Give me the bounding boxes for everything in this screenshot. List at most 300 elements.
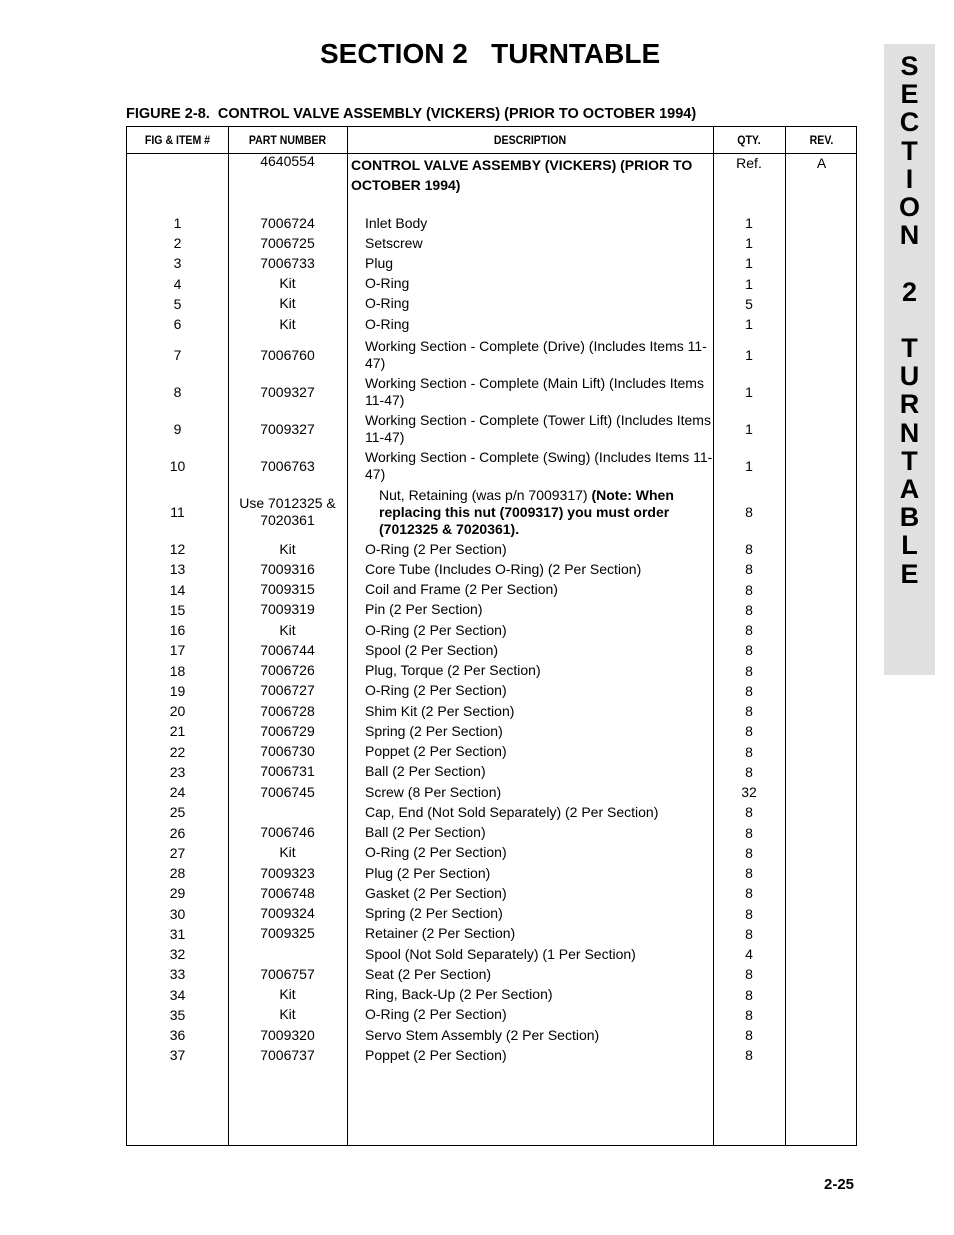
cell-item (127, 904, 228, 924)
cell-part-number (228, 449, 347, 483)
cell-part-number-text: 7006746 (260, 824, 315, 841)
cell-rev (785, 314, 858, 334)
cell-item-text: 24 (169, 784, 186, 801)
cell-qty-text: 8 (745, 743, 753, 760)
cell-item-text: 10 (169, 458, 186, 474)
cell-qty-text: 8 (745, 662, 753, 679)
cell-rev (785, 294, 858, 314)
cell-rev (785, 559, 858, 579)
cell-part-number-text: 7009319 (260, 601, 315, 618)
cell-qty (713, 802, 785, 822)
table-row (127, 1045, 856, 1065)
table-row (127, 802, 856, 822)
cell-item-text: 17 (169, 642, 186, 659)
cell-description (379, 485, 711, 539)
table-row (127, 620, 856, 640)
table-row (127, 640, 856, 660)
cell-description (365, 412, 713, 446)
cell-qty (713, 338, 785, 372)
cell-qty-text: 8 (745, 601, 753, 618)
cell-part-number-text: 7006733 (260, 254, 315, 271)
cell-item (127, 802, 228, 822)
cell-item-text: 27 (169, 844, 186, 861)
cell-qty-text: 8 (745, 703, 753, 720)
description-note: (Note: When replacing this nut (7009317) you must order (7012325 & 7020361). (379, 486, 674, 537)
cell-qty-text: 8 (745, 925, 753, 942)
cell-qty (713, 412, 785, 446)
cell-part-number-text: 7006763 (260, 457, 315, 474)
table-row (127, 580, 856, 600)
cell-rev (785, 904, 858, 924)
cell-rev (785, 1025, 858, 1045)
table-row (127, 661, 856, 681)
cell-item (127, 762, 228, 782)
cell-part-number (228, 863, 347, 883)
table-row (127, 539, 856, 559)
cell-part-number (228, 620, 347, 640)
cell-description-text: Gasket (2 Per Section) (365, 884, 507, 901)
cell-rev (785, 742, 858, 762)
cell-qty (713, 580, 785, 600)
cell-item-text: 9 (173, 421, 182, 437)
cell-description-text: O-Ring (365, 315, 410, 332)
cell-part-number (228, 883, 347, 903)
cell-item-text: 3 (173, 255, 182, 272)
cell-rev (785, 620, 858, 640)
cell-description (365, 1025, 713, 1045)
cell-qty (713, 944, 785, 964)
cell-qty-text: 8 (745, 581, 753, 598)
cell-qty-text: 8 (745, 966, 753, 983)
cell-description-text: Working Section - Complete (Swing) (Includes Items 11-47) (365, 449, 713, 482)
cell-rev (785, 964, 858, 984)
cell-qty-text: 8 (745, 824, 753, 841)
cell-item (127, 338, 228, 372)
cell-rev (785, 213, 858, 233)
cell-part-number-text: 7006727 (260, 682, 315, 699)
cell-qty-text: 8 (745, 865, 753, 882)
cell-part-number (228, 904, 347, 924)
cell-rev (785, 233, 858, 253)
cell-item (127, 964, 228, 984)
cell-part-number (228, 924, 347, 944)
cell-part-number (228, 153, 347, 203)
cell-rev (785, 924, 858, 944)
cell-part-number (228, 1005, 347, 1025)
cell-item-text: 36 (169, 1027, 186, 1044)
cell-item (127, 742, 228, 762)
cell-qty-text: 1 (745, 255, 753, 272)
table-row (127, 1025, 856, 1045)
cell-description (365, 802, 713, 822)
cell-qty-text: Ref. (736, 155, 762, 171)
cell-item (127, 449, 228, 483)
cell-description (365, 600, 713, 620)
table-row (127, 274, 856, 294)
cell-description (365, 985, 713, 1005)
cell-rev (785, 863, 858, 883)
cell-part-number-text: 7006726 (260, 662, 315, 679)
cell-item-text: 2 (173, 235, 182, 252)
cell-part-number-text: 7006730 (260, 743, 315, 760)
cell-qty (713, 213, 785, 233)
cell-rev (785, 985, 858, 1005)
cell-item (127, 681, 228, 701)
cell-qty-text: 4 (745, 946, 753, 963)
cell-part-number-text: 7009316 (260, 560, 315, 577)
cell-item (127, 213, 228, 233)
cell-rev (785, 580, 858, 600)
cell-item (127, 375, 228, 409)
cell-description-text: Plug (365, 254, 394, 271)
cell-item-text: 25 (169, 804, 186, 821)
cell-qty-text: 8 (745, 504, 753, 520)
cell-description-text: Plug, Torque (2 Per Section) (365, 662, 541, 679)
cell-rev (785, 155, 858, 205)
cell-description-text: Setscrew (365, 234, 423, 251)
column-header-description: DESCRIPTION (493, 133, 567, 147)
cell-description-text: Spring (2 Per Section) (365, 722, 503, 739)
cell-part-number (228, 640, 347, 660)
cell-qty (713, 539, 785, 559)
cell-description (365, 701, 713, 721)
cell-item-text: 8 (173, 384, 182, 400)
cell-description (365, 213, 713, 233)
cell-description-text: Working Section - Complete (Main Lift) (Includes Items 11-47) (365, 375, 704, 408)
cell-part-number (228, 762, 347, 782)
table-row (127, 213, 856, 233)
cell-part-number (228, 213, 347, 233)
table-row (127, 233, 856, 253)
cell-description-text: Spool (2 Per Section) (365, 641, 499, 658)
cell-description (365, 924, 713, 944)
cell-part-number (228, 485, 347, 539)
cell-item (127, 863, 228, 883)
table-row (127, 701, 856, 721)
cell-item (127, 823, 228, 843)
cell-qty (713, 782, 785, 802)
cell-item-text: 11 (170, 504, 185, 520)
cell-item-text: 35 (169, 1006, 186, 1023)
cell-item (127, 253, 228, 273)
cell-description-text: Nut, Retaining (was p/n 7009317) (379, 486, 592, 503)
cell-item (127, 412, 228, 446)
cell-part-number-text: 7009320 (260, 1026, 315, 1043)
cell-part-number-text: Kit (279, 1006, 296, 1023)
cell-description-text: Screw (8 Per Section) (365, 783, 502, 800)
cell-description-text: Working Section - Complete (Drive) (Includes Items 11-47) (365, 338, 707, 371)
cell-rev (785, 1045, 858, 1065)
table-row (127, 253, 856, 273)
cell-rev (785, 762, 858, 782)
column-header-qty: QTY. (737, 133, 761, 147)
cell-description (365, 1045, 713, 1065)
cell-rev (785, 843, 858, 863)
cell-item (127, 274, 228, 294)
cell-item-text: 12 (169, 541, 186, 558)
cell-description-text: Poppet (2 Per Section) (365, 743, 507, 760)
cell-qty-text: 8 (745, 682, 753, 699)
cell-rev (785, 661, 858, 681)
cell-qty (713, 742, 785, 762)
cell-qty (713, 681, 785, 701)
table-row (127, 485, 856, 539)
cell-part-number-text: 7009325 (260, 925, 315, 942)
cell-qty (713, 904, 785, 924)
cell-item-text: 7 (173, 347, 182, 363)
table-row (127, 924, 856, 944)
table-row (127, 600, 856, 620)
cell-item-text: 6 (173, 316, 182, 333)
cell-item-text: 13 (169, 561, 186, 578)
table-row (127, 843, 856, 863)
cell-description-text: Ring, Back-Up (2 Per Section) (365, 986, 553, 1003)
cell-item (127, 580, 228, 600)
cell-qty (713, 721, 785, 741)
cell-qty (713, 924, 785, 944)
cell-rev (785, 802, 858, 822)
cell-qty-text: 8 (745, 1047, 753, 1064)
column-header-item: FIG & ITEM # (144, 133, 211, 147)
cell-part-number-text: 7006724 (260, 214, 315, 231)
cell-item-text: 37 (169, 1047, 186, 1064)
cell-qty (713, 883, 785, 903)
cell-description-text: Coil and Frame (2 Per Section) (365, 581, 558, 598)
cell-description (365, 661, 713, 681)
cell-qty (713, 294, 785, 314)
cell-item-text: 16 (169, 622, 186, 639)
cell-description-text: O-Ring (2 Per Section) (365, 540, 507, 557)
cell-part-number (228, 580, 347, 600)
cell-part-number (228, 721, 347, 741)
cell-part-number (228, 600, 347, 620)
cell-item-text: 4 (173, 275, 182, 292)
cell-description (365, 721, 713, 741)
parts-table (126, 126, 857, 1146)
cell-description (351, 155, 711, 205)
cell-description (365, 559, 713, 579)
cell-item-text: 19 (169, 682, 186, 699)
cell-part-number (228, 964, 347, 984)
cell-qty-text: 8 (745, 885, 753, 902)
cell-item-text: 21 (169, 723, 186, 740)
cell-part-number (228, 944, 347, 964)
cell-part-number-text: Kit (279, 986, 296, 1003)
cell-qty-text: 8 (745, 1006, 753, 1023)
cell-qty (713, 314, 785, 334)
cell-part-number (228, 294, 347, 314)
table-row (127, 449, 856, 483)
cell-part-number-text: 7006731 (260, 763, 315, 780)
cell-item (127, 153, 228, 203)
cell-rev (785, 883, 858, 903)
cell-description-text: Seat (2 Per Section) (365, 965, 492, 982)
cell-item-text: 23 (169, 763, 186, 780)
cell-qty (713, 985, 785, 1005)
cell-description-text: Servo Stem Assembly (2 Per Section) (365, 1026, 600, 1043)
page-number: 2-25 (824, 1176, 855, 1193)
cell-part-number-text: 7009324 (260, 905, 315, 922)
cell-part-number-text: 7009323 (260, 864, 315, 881)
cell-part-number (228, 233, 347, 253)
cell-description (365, 843, 713, 863)
cell-qty (713, 253, 785, 273)
cell-item (127, 661, 228, 681)
cell-part-number (228, 539, 347, 559)
cell-qty (713, 661, 785, 681)
cell-item (127, 985, 228, 1005)
table-row (127, 412, 856, 446)
cell-qty-text: 8 (745, 723, 753, 740)
cell-rev (785, 681, 858, 701)
cell-description (365, 762, 713, 782)
cell-part-number-text: Kit (279, 540, 296, 557)
cell-part-number-text: 7006757 (260, 965, 315, 982)
cell-item-text: 29 (169, 885, 186, 902)
table-row (127, 964, 856, 984)
cell-rev (785, 944, 858, 964)
cell-description (365, 883, 713, 903)
table-row (127, 742, 856, 762)
cell-qty-text: 1 (745, 235, 753, 252)
cell-item-text: 20 (169, 703, 186, 720)
cell-description (365, 375, 713, 409)
cell-qty (713, 1005, 785, 1025)
cell-part-number-text: Kit (279, 275, 296, 292)
cell-description-text: Cap, End (Not Sold Separately) (2 Per Section) (365, 803, 659, 820)
cell-description-text: Retainer (2 Per Section) (365, 925, 516, 942)
cell-part-number (228, 661, 347, 681)
cell-rev (785, 338, 858, 372)
cell-description (365, 863, 713, 883)
cell-item-text: 5 (173, 295, 182, 312)
cell-item (127, 721, 228, 741)
cell-description (365, 640, 713, 660)
side-tab-label: S E C T I O N 2 T U R N T A B L E (898, 51, 920, 589)
cell-qty-text: 5 (745, 295, 753, 312)
cell-description-text: O-Ring (365, 295, 410, 312)
cell-part-number (228, 742, 347, 762)
cell-item-text: 15 (169, 601, 186, 618)
table-row (127, 681, 856, 701)
cell-description-text: O-Ring (2 Per Section) (365, 844, 507, 861)
cell-qty-text: 1 (745, 347, 753, 363)
section-side-tab (884, 44, 935, 675)
cell-description-text: Ball (2 Per Section) (365, 763, 486, 780)
table-row (127, 883, 856, 903)
cell-description (365, 539, 713, 559)
cell-part-number-text: 7006748 (260, 884, 315, 901)
cell-part-number (228, 701, 347, 721)
cell-rev (785, 1005, 858, 1025)
cell-part-number (228, 681, 347, 701)
cell-qty-text: 1 (745, 275, 753, 292)
cell-description-text: O-Ring (2 Per Section) (365, 621, 507, 638)
cell-description (365, 681, 713, 701)
cell-qty (713, 762, 785, 782)
cell-part-number (228, 823, 347, 843)
cell-item (127, 944, 228, 964)
cell-item (127, 883, 228, 903)
cell-item-text: 26 (169, 824, 186, 841)
cell-description (365, 904, 713, 924)
table-row (127, 823, 856, 843)
cell-description-text: Working Section - Complete (Tower Lift) (Includes Items 11-47) (365, 412, 711, 445)
cell-description (365, 314, 713, 334)
cell-rev (785, 701, 858, 721)
cell-description-text: Spool (Not Sold Separately) (1 Per Section) (365, 945, 636, 962)
cell-part-number-text: Kit (279, 621, 296, 638)
cell-part-number-text: 7009327 (260, 420, 315, 437)
cell-qty-text: 1 (745, 215, 753, 232)
cell-description (365, 823, 713, 843)
cell-part-number (228, 412, 347, 446)
cell-qty-text: 1 (745, 458, 753, 474)
cell-item (127, 485, 228, 539)
cell-qty (713, 274, 785, 294)
cell-part-number-text: 7006744 (260, 641, 315, 658)
cell-item-text: 18 (169, 662, 186, 679)
cell-item-text: 1 (173, 215, 182, 232)
cell-qty (713, 843, 785, 863)
cell-part-number-text: 4640554 (260, 153, 315, 169)
cell-part-number-text: 7009327 (260, 383, 315, 400)
cell-rev (785, 823, 858, 843)
table-row (127, 904, 856, 924)
cell-rev (785, 253, 858, 273)
cell-qty-text: 1 (745, 421, 753, 437)
page-title: SECTION 2 TURNTABLE (320, 38, 661, 69)
cell-qty-text: 8 (745, 986, 753, 1003)
cell-rev (785, 721, 858, 741)
cell-qty-text: 8 (745, 1027, 753, 1044)
cell-part-number (228, 559, 347, 579)
cell-description-text: O-Ring (365, 275, 410, 292)
cell-part-number (228, 274, 347, 294)
cell-item-text: 31 (169, 925, 186, 942)
cell-part-number (228, 253, 347, 273)
cell-part-number (228, 802, 347, 822)
cell-item (127, 701, 228, 721)
cell-description-text: Inlet Body (365, 214, 428, 231)
column-header-rev: REV. (809, 133, 834, 147)
cell-qty (713, 701, 785, 721)
cell-rev-text: A (816, 155, 827, 171)
cell-part-number-text: 7006728 (260, 702, 315, 719)
cell-qty-text: 8 (745, 804, 753, 821)
cell-qty (713, 155, 785, 205)
cell-description-text: Shim Kit (2 Per Section) (365, 702, 515, 719)
cell-part-number-text: Kit (279, 315, 296, 332)
cell-qty-text: 8 (745, 541, 753, 558)
cell-item (127, 294, 228, 314)
cell-qty-text: 1 (745, 316, 753, 333)
cell-description (365, 944, 713, 964)
cell-item (127, 782, 228, 802)
cell-rev (785, 449, 858, 483)
cell-description-text: O-Ring (2 Per Section) (365, 1006, 507, 1023)
cell-part-number-text: 7006725 (260, 234, 315, 251)
table-row (127, 153, 856, 203)
cell-part-number-text: 7006760 (260, 346, 315, 363)
cell-part-number (228, 1045, 347, 1065)
cell-qty-text: 8 (745, 905, 753, 922)
cell-item (127, 924, 228, 944)
cell-item (127, 843, 228, 863)
cell-item (127, 314, 228, 334)
cell-part-number-text: Kit (279, 844, 296, 861)
table-row (127, 721, 856, 741)
